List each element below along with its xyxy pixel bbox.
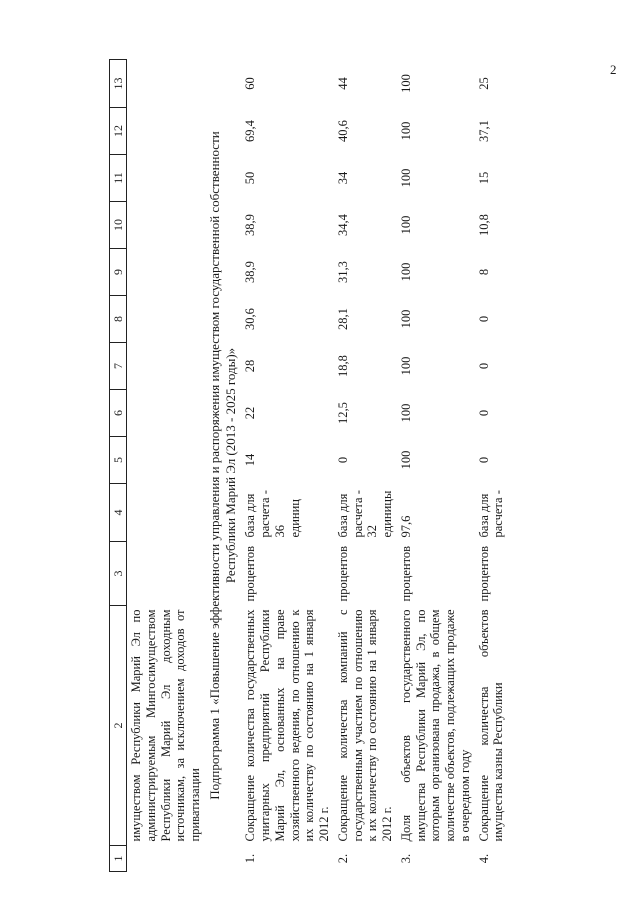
indicator-value: 34,4 (335, 214, 350, 236)
row-number: 3. (398, 853, 413, 864)
indicator-value: 0 (476, 456, 491, 464)
indicator-value: 100 (398, 215, 413, 235)
column-number: 7 (110, 343, 127, 390)
indicator-description: Сокращение количества объектов имущества казны Республики (476, 609, 506, 842)
continuation-text: имуществом Республики Марий Эл по администрируемым Мингосимуществом Республики Марий Эл доходным источникам, за исключением доходов от приватизации (129, 609, 203, 842)
continuation-row (127, 60, 205, 872)
indicator-value: 12,5 (335, 402, 350, 424)
indicator-value: 100 (398, 168, 413, 188)
indicator-unit: процентов (398, 545, 413, 602)
table-row (334, 60, 397, 872)
column-number: 4 (110, 484, 127, 542)
indicator-value: 34 (335, 171, 350, 185)
indicator-unit: процентов (335, 545, 350, 602)
indicator-description: Сокращение количества компаний с государственным участием по отношению к их количеству по состоянию на 1 января 2012 г. (335, 609, 395, 842)
indicator-value: 60 (243, 77, 258, 90)
table-row (241, 60, 334, 872)
subprogram-title-line: Подпрограмма 1 «Повышение эффективности управления и распоряжения имуществом государственной собственности (206, 131, 222, 800)
indicator-value: 14 (243, 453, 258, 467)
indicator-value: 30,6 (243, 308, 258, 330)
subprogram-row (205, 60, 242, 872)
indicator-value: 100 (398, 450, 413, 470)
indicator-base: 97,6 (398, 515, 413, 538)
table-row (475, 60, 509, 872)
column-number: 6 (110, 390, 127, 437)
indicator-value: 44 (335, 77, 350, 90)
indicator-base: база для расчета - (476, 490, 506, 538)
indicators-table (109, 59, 508, 872)
indicator-value: 100 (398, 74, 413, 93)
column-number: 1 (110, 846, 127, 872)
indicator-value: 0 (335, 456, 350, 464)
indicator-value: 28,1 (335, 308, 350, 330)
indicator-value: 69,4 (243, 120, 258, 142)
indicator-value: 38,9 (243, 214, 258, 236)
indicator-description: Доля объектов государственного имущества Республики Марий Эл, по которым организована продажа, в общем количестве объектов, подлежащих продаже в очередном году (398, 609, 472, 842)
indicator-value: 100 (398, 403, 413, 423)
indicator-value: 0 (476, 362, 491, 370)
indicator-value: 50 (243, 171, 258, 185)
page-number: 2 (610, 62, 617, 77)
indicator-value: 100 (398, 121, 413, 141)
indicator-base: база для расчета - 32 единицы (335, 490, 395, 538)
indicator-value: 0 (476, 409, 491, 417)
column-number: 10 (110, 202, 127, 249)
column-number: 11 (110, 155, 127, 202)
indicator-unit: процентов (476, 545, 491, 602)
row-number: 4. (476, 853, 491, 864)
indicator-description: Сокращение количества государственных унитарных предприятий Республики Марий Эл, основанных на праве хозяйственного ведения, по отношению к их количеству по состоянию на 1 января 2012 г. (243, 609, 332, 842)
indicator-value: 38,9 (243, 261, 258, 283)
indicator-value: 15 (476, 171, 491, 185)
column-number: 13 (110, 60, 127, 108)
indicator-value: 100 (398, 262, 413, 282)
indicator-base: база для расчета - 36 единиц (243, 490, 302, 538)
indicator-value: 28 (243, 359, 258, 373)
indicator-value: 25 (476, 77, 491, 90)
rotated-table-container (109, 60, 539, 872)
subprogram-title-line: Республики Марий Эл (2013 - 2025 годы)» (223, 347, 239, 584)
column-number: 9 (110, 249, 127, 296)
indicator-value: 10,8 (476, 214, 491, 236)
row-number: 1. (243, 853, 258, 864)
column-number: 8 (110, 296, 127, 343)
indicator-value: 40,6 (335, 120, 350, 142)
indicator-value: 37,1 (476, 120, 491, 142)
column-number-row (110, 60, 127, 872)
column-number: 3 (110, 542, 127, 606)
column-number: 12 (110, 108, 127, 155)
indicator-value: 0 (476, 315, 491, 323)
indicator-value: 31,3 (335, 261, 350, 283)
subprogram-title (205, 60, 242, 872)
indicator-value: 100 (398, 356, 413, 376)
indicator-unit: процентов (243, 545, 258, 602)
indicator-value: 22 (243, 406, 258, 420)
table-row (397, 60, 475, 872)
row-number: 2. (335, 853, 350, 864)
column-number: 2 (110, 606, 127, 846)
column-number: 5 (110, 437, 127, 484)
indicator-value: 8 (476, 268, 491, 276)
indicator-value: 100 (398, 309, 413, 329)
indicator-value: 18,8 (335, 355, 350, 377)
